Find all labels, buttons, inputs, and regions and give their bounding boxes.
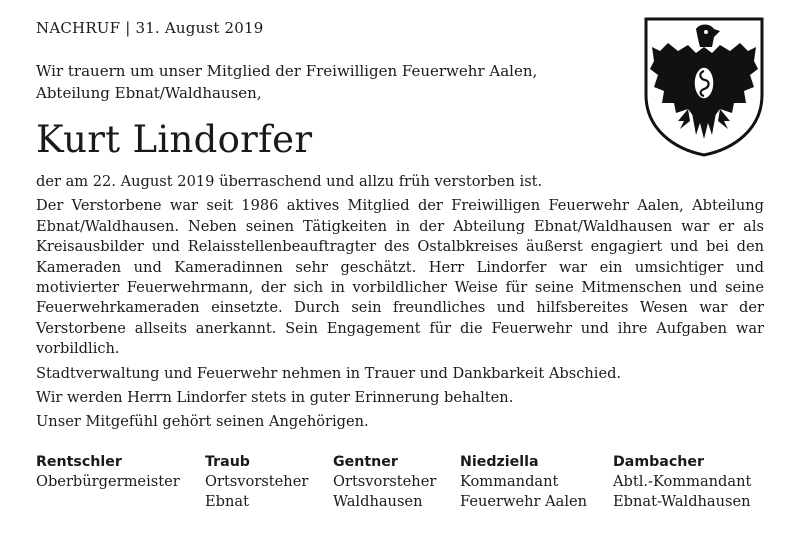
intro-text: [36, 60, 596, 104]
signatory-role: Kommandant: [460, 473, 559, 490]
intro-line: Abteilung Ebnat/Waldhausen,: [36, 84, 262, 102]
paragraph: Wir werden Herrn Lindorfer stets in guter Erinnerung behalten.: [36, 389, 514, 407]
signatory-name: Gentner: [333, 454, 398, 470]
signatory-role: Ebnat: [205, 493, 249, 510]
signatory: [333, 452, 436, 512]
signatory-role: Ebnat-Waldhausen: [613, 493, 751, 510]
intro-line: Wir trauern um unser Mitglied der Freiwilligen Feuerwehr Aalen,: [36, 62, 538, 80]
signatory-name: Dambacher: [613, 454, 704, 470]
signatory-role: Oberbürgermeister: [36, 473, 180, 490]
notice-header: NACHRUF | 31. August 2019: [36, 19, 264, 37]
paragraph: der am 22. August 2019 überraschend und allzu früh verstorben ist.: [36, 173, 543, 190]
obituary-body: [36, 172, 764, 433]
signatory-name: Niedziella: [460, 454, 539, 470]
signatory-role: Ortsvorsteher: [333, 473, 437, 490]
paragraph: Stadtverwaltung und Feuerwehr nehmen in Trauer und Dankbarkeit Abschied.: [36, 364, 622, 382]
signatory-role: Ortsvorsteher: [205, 473, 309, 490]
signatory: [36, 452, 180, 492]
signatory-role: Feuerwehr Aalen: [460, 493, 588, 510]
signatory: [460, 452, 587, 512]
deceased-name: Kurt Lindorfer: [36, 118, 313, 161]
paragraph: Der Verstorbene war seit 1986 aktives Mitglied der Freiwilligen Feuerwehr Aalen, Abteilung Ebnat/Waldhausen. Neben seinen Tätigkeiten in der Abteilung Ebnat/Waldhausen war er als Kreisausbilder und Relaisstellenbeauftragter des Ostalbkreises äußerst engagiert und bei den Kameraden und Kameradinnen sehr geschätzt. Herr Lindorfer war ein umsichtiger und motivierter Feuerwehrmann, der sich in vorbildlicher Weise für seine Mitmenschen und seine Feuerwehrkameraden einsetzte. Durch sein freundliches und hilfsbereites Wesen war der Verstorbene allseits anerkannt. Sein Engagement für die Feuerwehr und ihre Aufgaben war vorbildlich.: [36, 197, 764, 358]
signatory: [205, 452, 308, 512]
signatory-name: Rentschler: [36, 454, 122, 470]
paragraph: Unser Mitgefühl gehört seinen Angehörigen.: [36, 413, 369, 431]
signatory-name: Traub: [205, 454, 250, 470]
signatory-role: Abtl.-Kommandant: [613, 473, 752, 490]
eagle-crest-icon: [644, 17, 764, 157]
signatory-role: Waldhausen: [333, 493, 423, 510]
signatory: [613, 452, 751, 512]
